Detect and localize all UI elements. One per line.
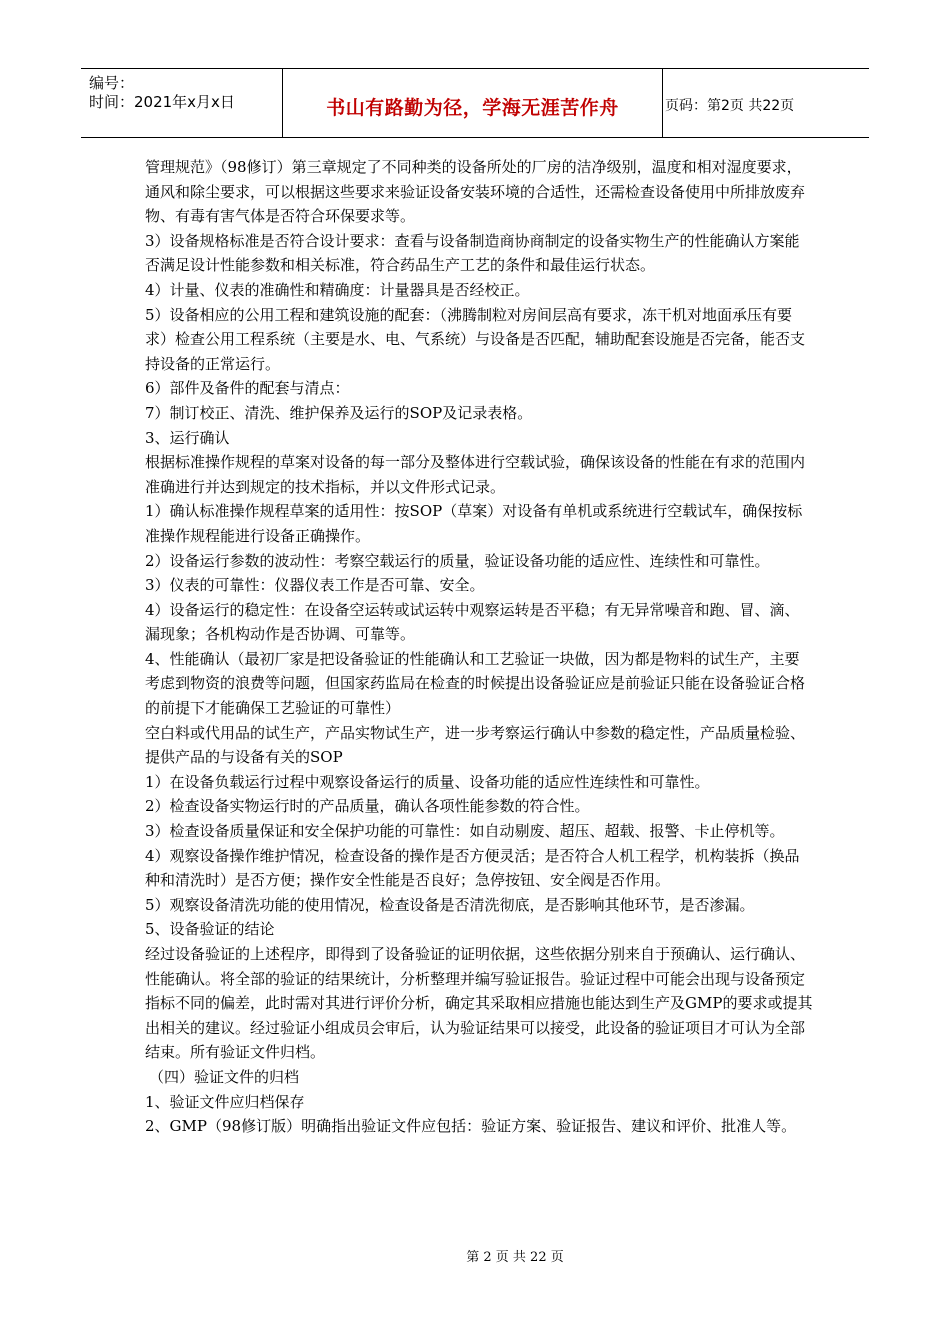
paragraph: 2、GMP（98修订版）明确指出验证文件应包括：验证方案、验证报告、建议和评价、批准人等。: [145, 1117, 797, 1136]
header-right-cell: [663, 69, 869, 137]
paragraph: 4）设备运行的稳定性：在设备空运转或试运转中观察运转是否平稳；有无异常噪音和跑、冒、滴、漏现象；各机构动作是否协调、可靠等。: [145, 600, 800, 644]
paragraph: 经过设备验证的上述程序，即得到了设备验证的证明依据，这些依据分别来自于预确认、运行确认、性能确认。将全部的验证的结果统计，分析整理并编写验证报告。验证过程中可能会出现与设备预定指标不同的偏差，此时需对其进行评价分析，确定其采取相应措施也能达到生产及GMP的要求或提其出相关的建议。经过验证小组成员会审后，认为验证结果可以接受，此设备的验证项目才可认为全部结束。所有验证文件归档。: [145, 945, 813, 1062]
paragraph: 6）部件及备件的配套与清点：: [145, 379, 350, 398]
document-date-label: 时间：2021年x月x日: [89, 93, 235, 111]
header-motto: 书山有路勤为径，学海无涯苦作舟: [326, 97, 619, 119]
paragraph: 2）检查设备实物运行时的产品质量，确认各项性能参数的符合性。: [145, 797, 590, 816]
section-heading: （四）验证文件的归档: [149, 1067, 300, 1086]
page-footer: [0, 1246, 950, 1265]
paragraph: 4）观察设备操作维护情况，检查设备的操作是否方便灵活；是否符合人机工程学，机构装拆（换品种和清洗时）是否方便；操作安全性能是否良好；急停按钮、安全阀是否作用。: [145, 846, 800, 890]
paragraph: 管理规范》（98修订）第三章规定了不同种类的设备所处的厂房的洁净级别，温度和相对湿度要求，通风和除尘要求，可以根据这些要求来验证设备安装环境的合适性，还需检查设备使用中所排放废弃物、有毒有害气体是否符合环保要求等。: [145, 158, 806, 226]
paragraph: 7）制订校正、清洗、维护保养及运行的SOP及记录表格。: [145, 403, 533, 422]
document-number-label: 编号：: [89, 74, 135, 92]
section-heading: 5、设备验证的结论: [145, 920, 275, 939]
paragraph: 1）在设备负载运行过程中观察设备运行的质量、设备功能的适应性连续性和可靠性。: [145, 772, 710, 791]
paragraph: 3）设备规格标准是否符合设计要求：查看与设备制造商协商制定的设备实物生产的性能确认方案能否满足设计性能参数和相关标准，符合药品生产工艺的条件和最佳运行状态。: [145, 231, 800, 275]
header-middle-cell: [283, 69, 663, 137]
paragraph: 5）设备相应的公用工程和建筑设施的配套：（沸腾制粒对房间层高有要求，冻干机对地面承压有要求）检查公用工程系统（主要是水、电、气系统）与设备是否匹配，辅助配套设施是否完备，能否支持设备的正常运行。: [145, 305, 806, 373]
paragraph: 3）仪表的可靠性：仪器仪表工作是否可靠、安全。: [145, 576, 485, 595]
paragraph: 2）设备运行参数的波动性：考察空载运行的质量，验证设备功能的适应性、连续性和可靠性。: [145, 551, 770, 570]
section-heading: 3、运行确认: [145, 428, 230, 447]
document-body: [145, 155, 813, 1139]
paragraph: 空白料或代用品的试生产，产品实物试生产，进一步考察运行确认中参数的稳定性，产品质量检验、提供产品的与设备有关的SOP: [145, 723, 806, 767]
paragraph: 3）检查设备质量保证和安全保护功能的可靠性：如自动剔废、超压、超载、报警、卡止停机等。: [145, 822, 785, 841]
paragraph: 根据标准操作规程的草案对设备的每一部分及整体进行空载试验，确保该设备的性能在有求的范围内准确进行并达到规定的技术指标，并以文件形式记录。: [145, 453, 806, 496]
section-heading: 4、性能确认（最初厂家是把设备验证的性能确认和工艺验证一块做，因为都是物料的试生产，主要考虑到物资的浪费等问题，但国家药监局在检查的时候提出设备验证应是前验证只能在设备验证合格的前提下才能确保工艺验证的可靠性）: [145, 649, 806, 718]
paragraph: 4）计量、仪表的准确性和精确度：计量器具是否经校正。: [145, 280, 530, 299]
header-left-cell: [81, 69, 283, 137]
paragraph: 1、验证文件应归档保存: [145, 1092, 305, 1111]
page-header: [81, 68, 869, 138]
paragraph: 1）确认标准操作规程草案的适用性：按SOP（草案）对设备有单机或系统进行空载试车，确保按标准操作规程能进行设备正确操作。: [145, 502, 803, 545]
paragraph: 5）观察设备清洗功能的使用情况，检查设备是否清洗彻底，是否影响其他环节，是否渗漏。: [145, 895, 755, 914]
header-page-info: 页码：第2页 共22页: [665, 98, 795, 114]
footer-page-number: 第 2 页 共 22 页: [466, 1250, 564, 1265]
